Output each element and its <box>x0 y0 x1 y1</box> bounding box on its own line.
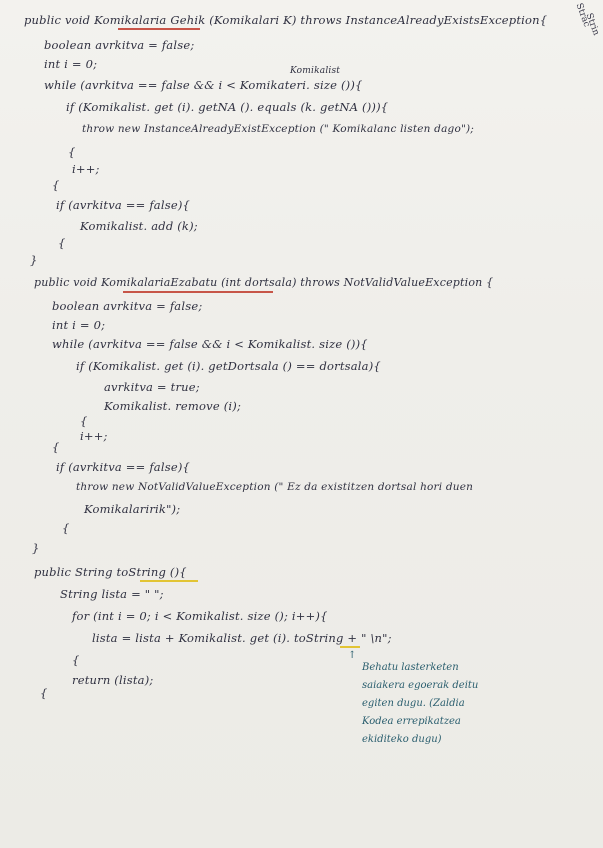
brace: { <box>62 521 70 535</box>
page-edge-margin <box>575 0 603 60</box>
code-line: String lista = " "; <box>60 587 164 601</box>
yellow-underline-method3 <box>140 580 198 582</box>
brace: { <box>52 440 60 454</box>
code-line: while (avrkitva == false && i < Komikateri. size ()){ <box>44 78 363 92</box>
note-line: ekiditeko dugu) <box>362 734 442 745</box>
brace: } <box>30 253 38 267</box>
code-line: if (avrkitva == false){ <box>56 460 191 474</box>
brace: { <box>52 178 60 192</box>
inline-correction: Komikalist <box>290 66 341 76</box>
code-line: boolean avrkitva = false; <box>52 299 203 313</box>
code-line: for (int i = 0; i < Komikalist. size (); i++){ <box>72 609 328 623</box>
red-underline-method1 <box>118 28 200 30</box>
code-line: boolean avrkitva = false; <box>44 38 195 52</box>
brace: } <box>32 541 40 555</box>
code-line: throw new NotValidValueException (" Ez da existitzen dortsal hori duen <box>76 481 474 493</box>
code-line: Komikalist. add (k); <box>80 219 198 233</box>
yellow-underline-tostring <box>340 646 360 648</box>
note-line: Behatu lasterketen <box>362 662 459 673</box>
code-line: return (lista); <box>72 673 154 687</box>
code-line: while (avrkitva == false && i < Komikalist. size ()){ <box>52 337 368 351</box>
method3-signature <box>34 565 187 579</box>
method1-signature <box>24 13 547 27</box>
code-line: i++; <box>80 429 108 443</box>
brace: { <box>68 145 76 159</box>
note-line: Kodea errepikatzea <box>362 716 461 727</box>
edge-text-1: Strac <box>573 2 592 29</box>
code-line: if (Komikalist. get (i). getDortsala () == dortsala){ <box>76 359 381 373</box>
edge-text-2: Strin <box>583 12 601 37</box>
code-line: if (avrkitva == false){ <box>56 198 191 212</box>
code-line: if (Komikalist. get (i). getNA (). equals (k. getNA ())){ <box>66 100 389 114</box>
brace: { <box>58 236 66 250</box>
code-line: Komikalaririk"); <box>84 502 181 516</box>
note-line: egiten dugu. (Zaldia <box>362 698 465 709</box>
code-line: avrkitva = true; <box>104 380 200 394</box>
brace: { <box>80 414 88 428</box>
code-line: public void Komikalaria Gehik (Komikalari K) throws InstanceAlreadyExistsException{ <box>24 13 548 27</box>
note-line: saiakera egoerak deitu <box>362 680 479 691</box>
note-arrow: ↑ <box>348 650 357 661</box>
red-underline-method2 <box>123 291 273 293</box>
code-line: int i = 0; <box>44 57 98 71</box>
brace: { <box>72 653 80 667</box>
code-line: lista = lista + Komikalist. get (i). toString + " \n"; <box>92 631 392 645</box>
code-line: int i = 0; <box>52 318 106 332</box>
brace: { <box>40 686 48 700</box>
code-line: public String toString (){ <box>34 565 187 579</box>
code-line: i++; <box>72 162 100 176</box>
code-line: Komikalist. remove (i); <box>104 399 242 413</box>
method2-signature: public void KomikalariaEzabatu (int dortsala) throws NotValidValueException { <box>34 276 494 289</box>
code-line: throw new InstanceAlreadyExistException (" Komikalanc listen dago"); <box>82 123 475 135</box>
